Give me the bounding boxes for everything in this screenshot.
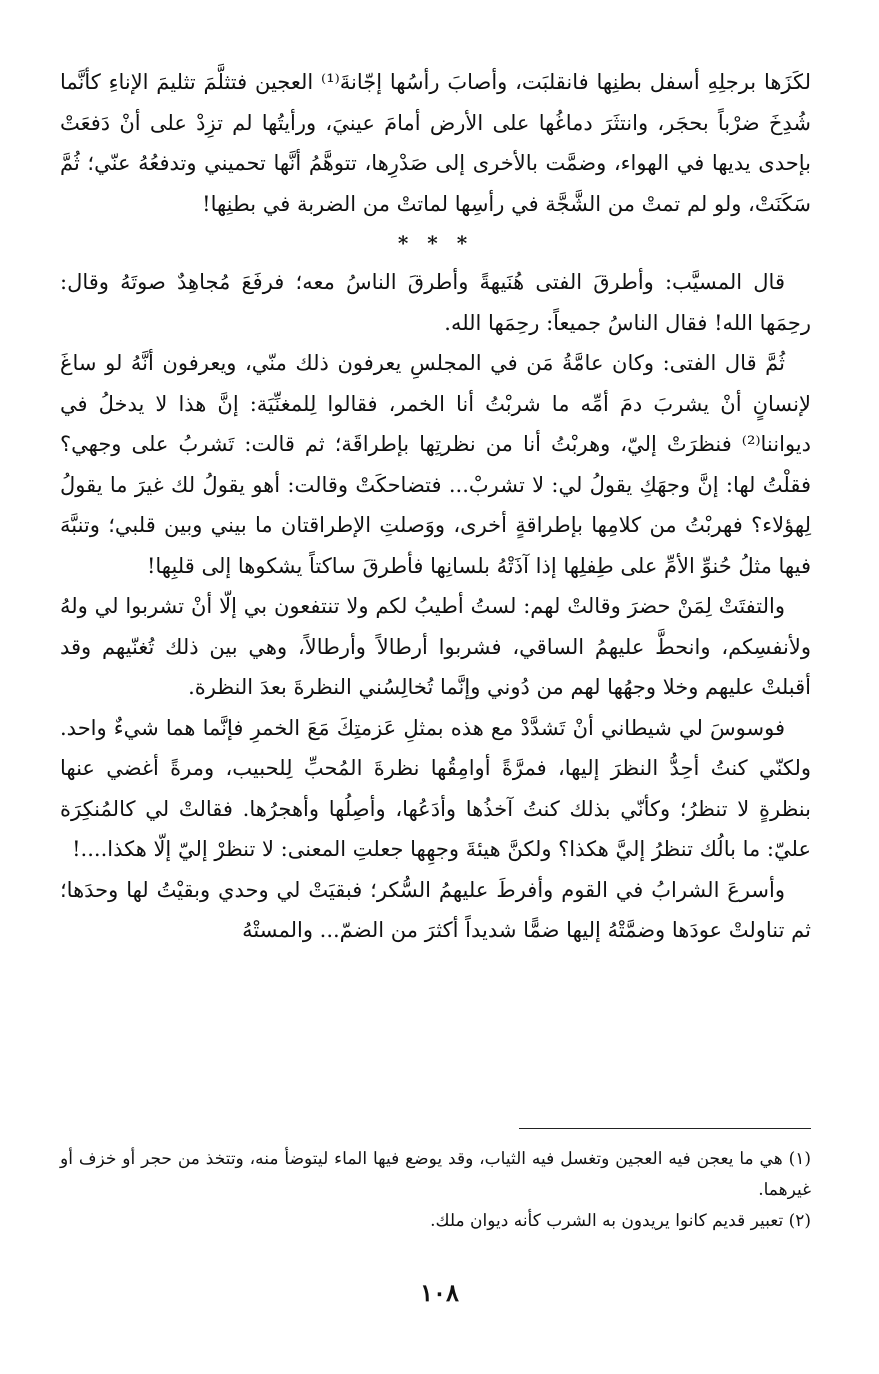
paragraph: فوسوسَ لي شيطاني أنْ تَشدَّدْ مع هذه بمثلِ عَزمتِكَ مَعَ الخمرِ فإنَّما هما شيءٌ واحد. ولكنّي كنتُ أحِدُّ النظرَ إليها، فمرَّةً أوامِقُها نظرةَ المُحبِّ لِلحبيب، ومرةً أغضي عنها بنظرةٍ لا تنظرُ؛ وكأنّي بذلك كنتُ آخذُها وأدَعُها، وأصِلُها وأهجرُها. فقالتْ لي كالمُنكِرَة عليّ: ما بالُك تنظرُ إليَّ هكذا؟ ولكنَّ هيئةَ وجهِها جعلتِ المعنى: لا تنظرْ إليّ إلّا هكذا....! xyxy=(60,715,811,861)
paragraph: والتفتَتْ لِمَنْ حضرَ وقالتْ لهم: لستُ أطيبُ لكم ولا تنتفعون بي إلّا أنْ تشربوا لي ولهُ ولأنفسِكم، وانحطَّ عليهمُ الساقي، فشربوا أرطالاً وأرطالاً، وهي بين ذلك تُغنّيهم وقد أقبلتْ عليهم وخلا وجهُها لهم من دُوني وإنَّما تُخالِسُني النظرةَ بعدَ النظرة. xyxy=(60,594,811,699)
paragraph: وأسرعَ الشرابُ في القوم وأفرطَ عليهمُ السُّكر؛ فبقيَتْ لي وحدي وبقيْتُ لها وحدَها؛ ثم تناولتْ عودَها وضمَّتْهُ إليها ضمًّا شديداً أكثرَ من الضمّ... والمستْهُ xyxy=(60,877,811,942)
footnotes xyxy=(60,1144,811,1237)
paragraph: ثُمَّ قال الفتى: وكان عامَّةُ مَن في المجلسِ يعرفون ذلك منّي، ويعرفون أنَّهُ لو ساغَ لإنسانٍ أنْ يشربَ دمَ أمِّه ما شربْتُ أنا الخمر، فقالوا لِلمغنِّيَة: إنَّ هذا لا يدخلُ في ديواننا⁽²⁾ فنظرَتْ إليّ، وهربْتُ أنا من نظرتِها بإطراقَة؛ ثم قالت: تَشربُ على وجهي؟ فقلْتُ لها: إنَّ وجهَكِ يقولُ لي: لا تشربْ... فتضاحكَتْ وقالت: أهو يقولُ لك غيرَ ما يقولُ لِهؤلاء؟ فهربْتُ من كلامِها بإطراقةٍ أخرى، ووَصلتِ الإطراقتان ما بيني وبين قلبي؛ وتنبَّهَ فيها مثلُ حُنوِّ الأمِّ على طِفلِها إذا آذَتْهُ بلسانِها فأطرقَ ساكتاً يشكوها إلى قلبِها! xyxy=(60,351,811,578)
section-separator: * * * xyxy=(397,231,474,255)
footnote-divider xyxy=(519,1128,811,1129)
footnote: (٢) تعبير قديم كانوا يريدون به الشرب كأنه ديوان ملك. xyxy=(430,1211,811,1231)
page-number: ١٠٨ xyxy=(420,1278,459,1307)
paragraph: لكَزَها برجلِهِ أسفل بطنِها فانقلبَت، وأصابَ رأسُها إجّانةَ⁽¹⁾ العجين فتثلَّمَ تثليمَ الإناءِ كأنَّما شُدِخَ ضرْباً بحجَر، وانتثَرَ دماغُها على الأرض أمامَ عينيَ، ورأيتُها لم تزِدْ على أنْ دَفعَتْ بإحدى يديها في الهواء، وضمَّت بالأخرى إلى صَدْرِها، تتوهَّمُ أنَّها تحميني وتدفعُهُ عنّي؛ ثُمَّ سَكَنَتْ، ولو لم تمتْ من الشَّجَّة في رأسِها لماتتْ من الضربة في بطنِها! xyxy=(60,70,811,216)
paragraph: قال المسيَّب: وأطرقَ الفتى هُنَيهةً وأطرقَ الناسُ معه؛ فرفَعَ مُجاهِدٌ صوتَهُ وقال: رحِمَها الله! فقال الناسُ جميعاً: رحِمَها الله. xyxy=(60,270,811,335)
footnote: (١) هي ما يعجن فيه العجين وتغسل فيه الثياب، وقد يوضع فيها الماء ليتوضأ منه، وتتخذ من حجر أو خزف أو غيرهما. xyxy=(60,1149,811,1200)
main-text xyxy=(60,62,811,951)
